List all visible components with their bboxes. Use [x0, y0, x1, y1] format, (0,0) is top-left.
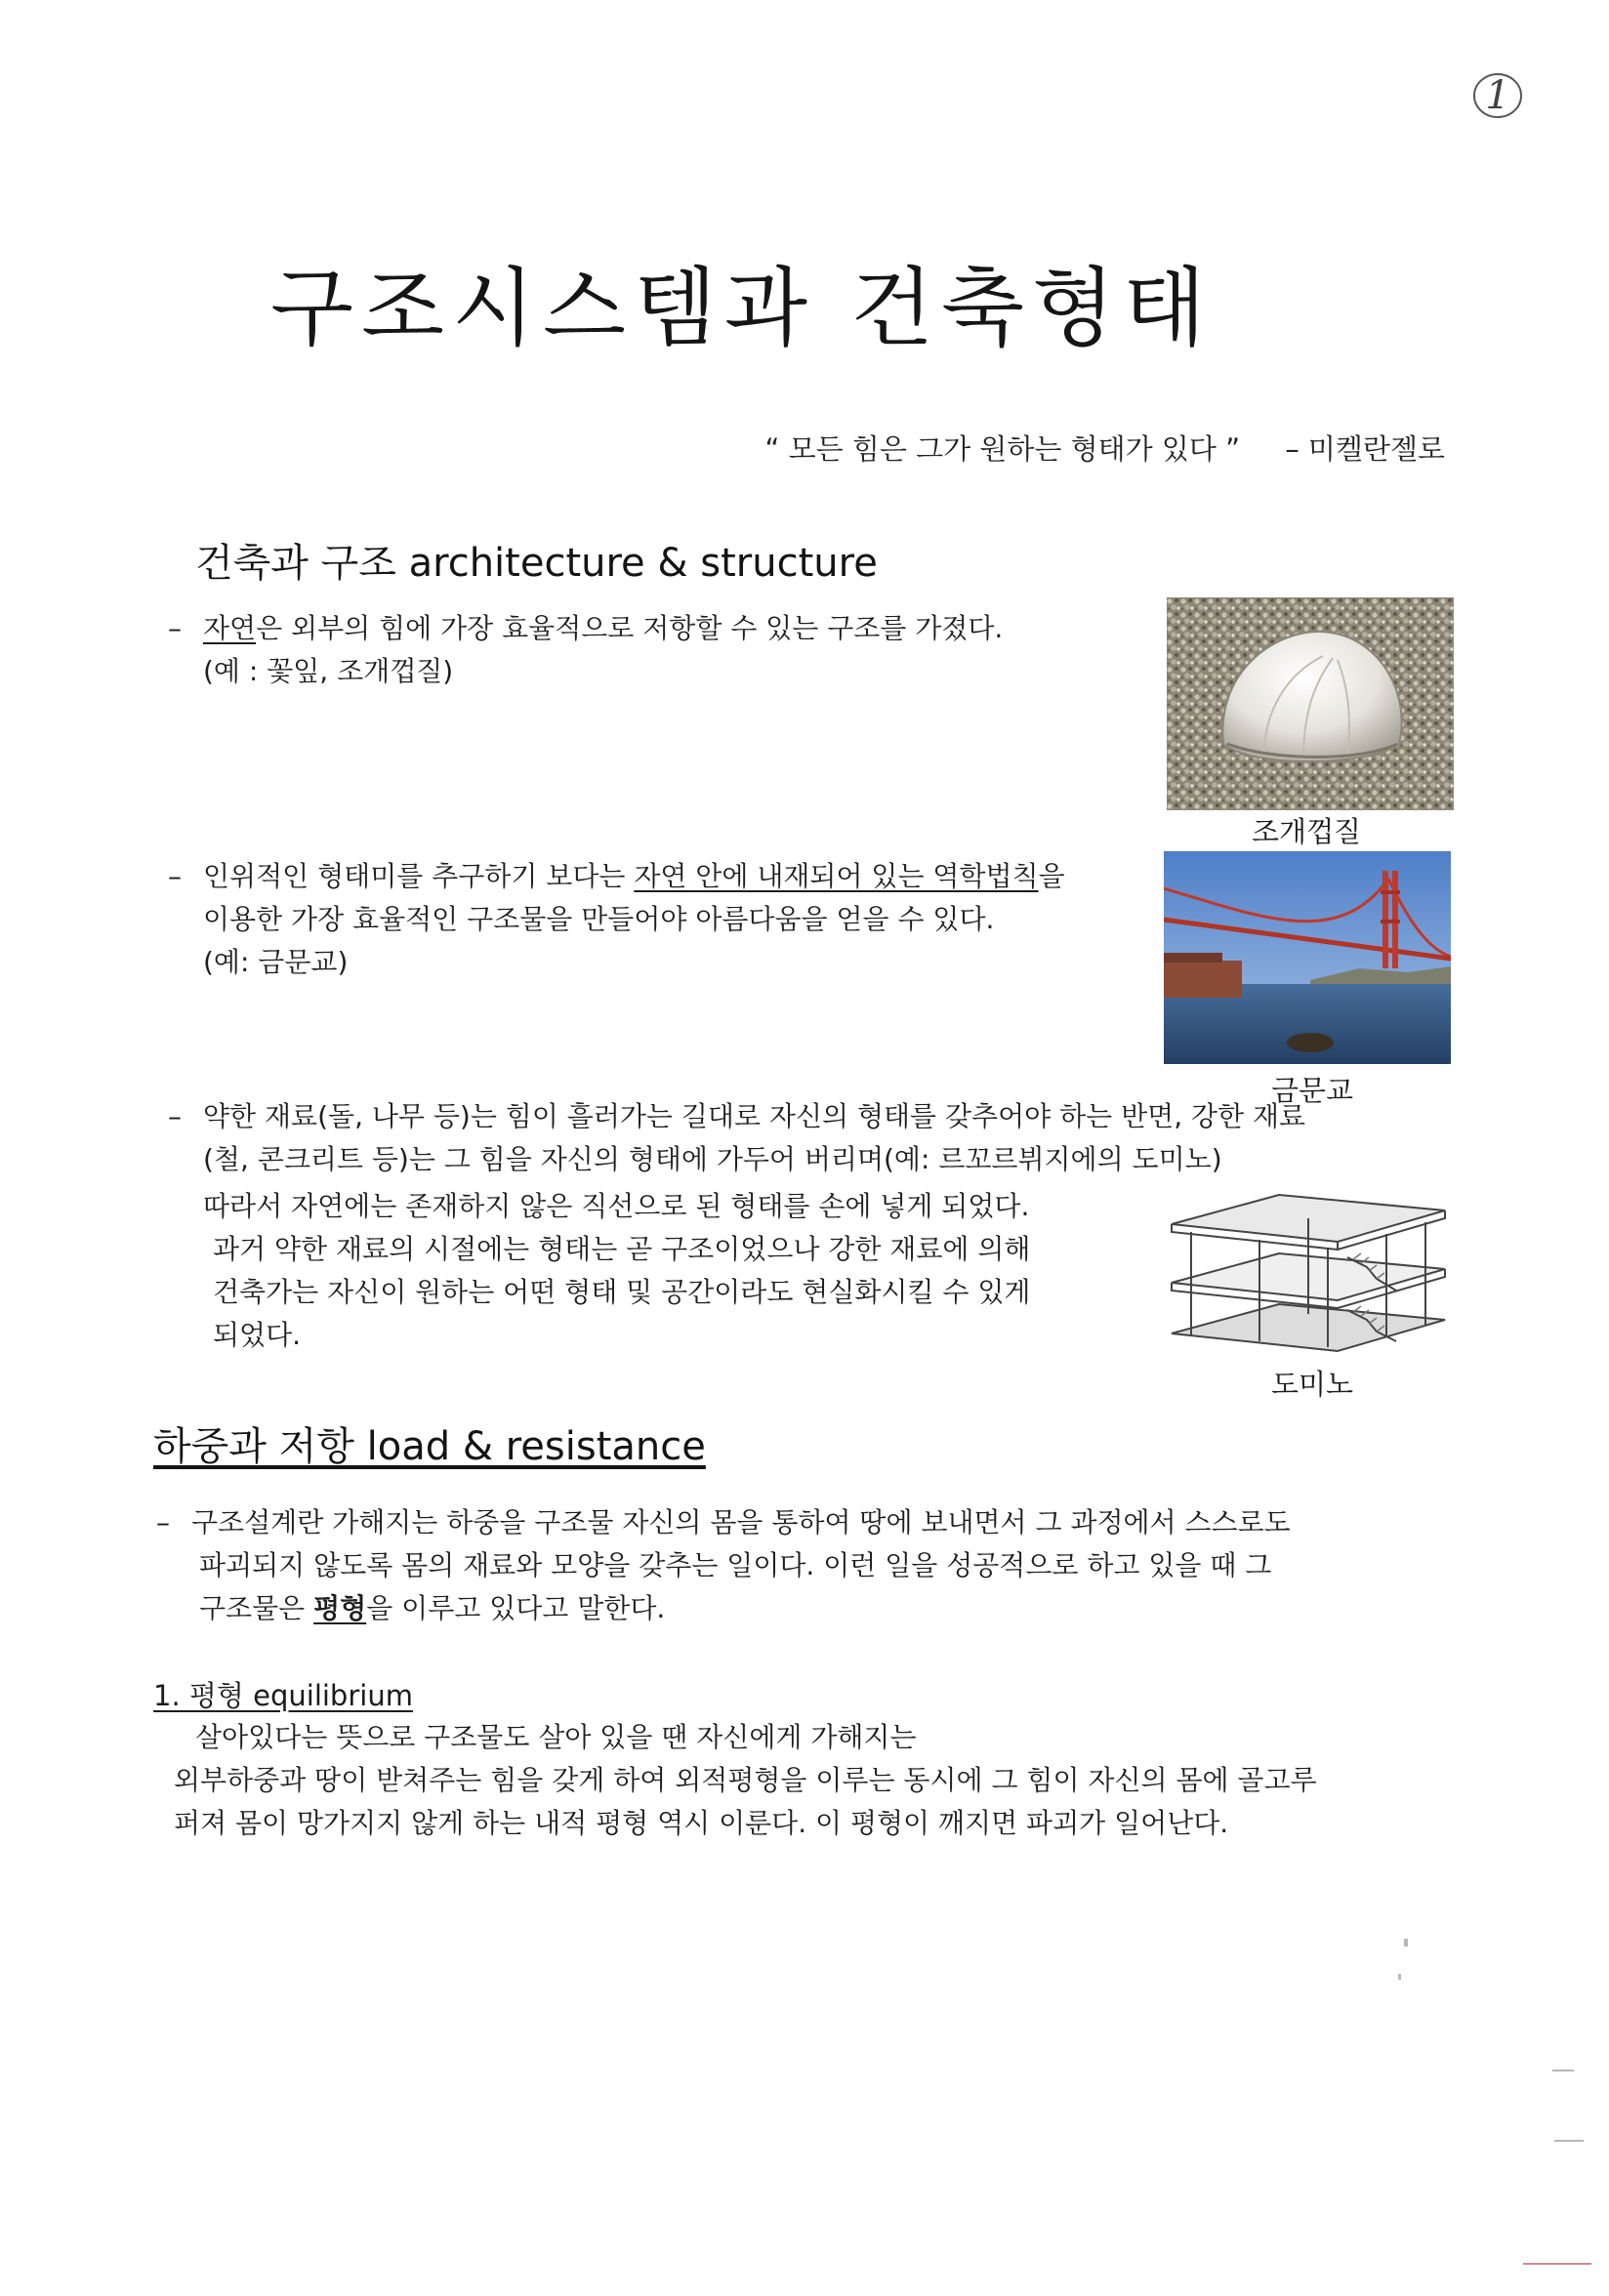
bullet-dash: –	[168, 612, 182, 644]
paragraph-line: 살아있다는 뜻으로 구조물도 살아 있을 땐 자신에게 가해지는	[195, 1721, 917, 1753]
paragraph-equilibrium	[174, 1716, 1317, 1845]
paragraph-line: 구조물은	[199, 1592, 314, 1624]
scan-speck	[1523, 2263, 1591, 2265]
golden-gate-photo	[1164, 851, 1451, 1064]
paragraph-line: 이용한 가장 효율적인 구조물을 만들어야 아름다움을 얻을 수 있다.	[203, 903, 995, 935]
paragraph-line: 인위적인 형태미를 추구하기 보다는	[203, 860, 635, 892]
paragraph-line: 건축가는 자신이 원하는 어떤 형태 및 공간이라도 현실화시킬 수 있게	[213, 1276, 1031, 1308]
paragraph-line: 구조설계란 가해지는 하중을 구조물 자신의 몸을 통하여 땅에 보내면서 그 과정에서 스스로도	[191, 1506, 1291, 1538]
page-number	[1470, 68, 1525, 123]
paragraph-line: (예: 금문교)	[203, 946, 349, 978]
scan-speck	[1404, 1939, 1408, 1947]
paragraph-line: 파괴되지 않도록 몸의 재료와 모양을 갖추는 일이다. 이런 일을 성공적으로 하고 있을 때 그	[199, 1549, 1272, 1581]
paragraph-line: (철, 콘크리트 등)는 그 힘을 자신의 형태에 가두어 버리며(예: 르꼬르뷔지에의 도미노)	[203, 1143, 1222, 1175]
underlined-term-nature: 자연	[203, 612, 257, 644]
bullet-dash: –	[168, 860, 182, 892]
paragraph-line: 약한 재료(돌, 나무 등)는 힘이 흘러가는 길대로 자신의 형태를 갖추어야 하는 반면, 강한 재료	[203, 1100, 1306, 1132]
underlined-term-mechanics: 자연 안에 내재되어 있는 역학법칙	[634, 860, 1039, 892]
paragraph-line: 을 이루고 있다고 말한다.	[366, 1592, 666, 1624]
caption-domino: 도미노	[1271, 1368, 1354, 1401]
page-number-text: 1	[1485, 73, 1510, 118]
page-number-circle	[1470, 68, 1525, 123]
caption-shell: 조개껍질	[1252, 815, 1362, 848]
paragraph-natural-mechanics	[168, 855, 1065, 984]
page-title: 구조시스템과 건축형태	[269, 258, 1215, 358]
paragraph-line: (예 : 꽃잎, 조개껍질)	[203, 655, 454, 687]
scan-speck	[1552, 2070, 1574, 2071]
scan-speck	[1554, 2140, 1584, 2142]
paragraph-line: 외부하중과 땅이 받쳐주는 힘을 갖게 하여 외적평형을 이루는 동시에 그 힘이 자신의 몸에 골고루	[174, 1764, 1317, 1796]
underlined-term-equilibrium: 평형	[313, 1592, 367, 1624]
paragraph-line: 따라서 자연에는 존재하지 않은 직선으로 된 형태를 손에 넣게 되었다.	[203, 1190, 1030, 1222]
paragraph-nature	[168, 607, 1003, 693]
subsection-heading-equilibrium: 1. 평형 equilibrium	[153, 1679, 413, 1712]
epigraph-text: “ 모든 힘은 그가 원하는 형태가 있다 ”	[764, 432, 1241, 466]
epigraph-author: – 미켈란젤로	[1285, 432, 1445, 466]
paragraph-line: 은 외부의 힘에 가장 효율적으로 저항할 수 있는 구조를 가졌다.	[256, 612, 1004, 644]
section-heading-load-resistance: 하중과 저항 load & resistance	[153, 1424, 706, 1469]
bullet-dash: –	[156, 1506, 170, 1538]
caption-golden-gate: 금문교	[1271, 1074, 1354, 1107]
bullet-dash: –	[168, 1100, 182, 1132]
shell-photo	[1167, 597, 1454, 810]
scan-speck	[1398, 1974, 1401, 1980]
domino-drawing	[1162, 1189, 1455, 1357]
section-heading-architecture-structure: 건축과 구조 architecture & structure	[195, 541, 878, 586]
paragraph-structural-design	[156, 1501, 1291, 1630]
paragraph-line: 과거 약한 재료의 시절에는 형태는 곧 구조이었으나 강한 재료에 의해	[213, 1233, 1031, 1265]
epigraph	[764, 428, 1445, 468]
paragraph-line: 을	[1038, 860, 1065, 892]
paragraph-line: 되었다.	[213, 1319, 302, 1351]
paragraph-materials	[168, 1095, 1305, 1357]
paragraph-line: 퍼져 몸이 망가지지 않게 하는 내적 평형 역시 이룬다. 이 평형이 깨지면 파괴가 일어난다.	[174, 1807, 1229, 1839]
